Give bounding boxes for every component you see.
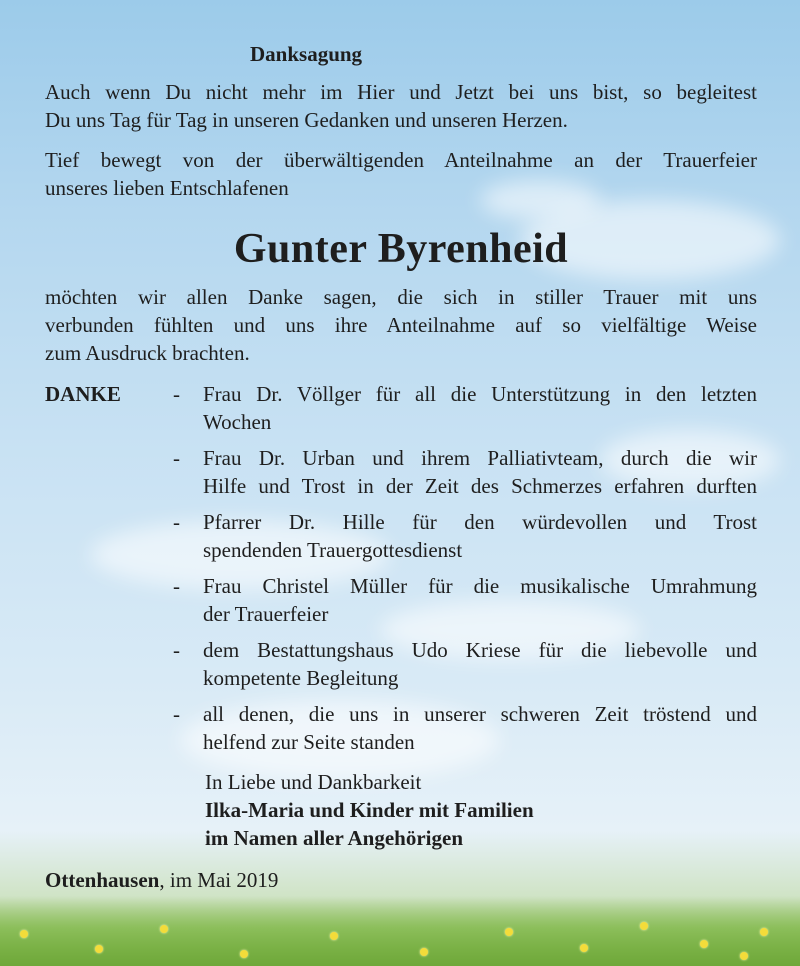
thanks-item-line: Frau Dr. Urban und ihrem Palliativteam, durch die wir — [203, 446, 757, 470]
thanks-item-text — [203, 636, 757, 692]
notice-heading: Danksagung — [250, 42, 363, 66]
thanks-line: verbunden fühlten und uns ihre Anteilnahme auf so vielfältige Weise — [45, 313, 757, 337]
thanks-item-line: Frau Christel Müller für die musikalische Umrahmung — [203, 574, 757, 598]
thanks-item-line: dem Bestattungshaus Udo Kriese für die liebevolle und — [203, 638, 757, 662]
place-date — [45, 866, 278, 894]
thanks-item-text — [203, 508, 757, 564]
flower-decoration — [240, 950, 248, 958]
deceased-name: Gunter Byrenheid — [233, 226, 569, 272]
thanks-item-text — [203, 700, 757, 756]
thanks-item-line: Frau Dr. Völlger für all die Unterstützung in den letzten — [203, 382, 757, 406]
flower-decoration — [700, 940, 708, 948]
signature-line: In Liebe und Dankbarkeit — [205, 770, 422, 794]
thanks-line: möchten wir allen Danke sagen, die sich in stiller Trauer mit uns — [45, 285, 757, 309]
place-name: Ottenhausen — [45, 868, 160, 892]
flower-decoration — [420, 948, 428, 956]
signature-block — [205, 768, 534, 852]
flower-decoration — [20, 930, 28, 938]
flower-decoration — [505, 928, 513, 936]
thanks-item-line: der Trauerfeier — [203, 602, 329, 626]
intro-line: Auch wenn Du nicht mehr im Hier und Jetzt bei uns bist, so begleitest — [45, 80, 757, 104]
signature-names: im Namen aller Angehörigen — [205, 826, 464, 850]
thanks-item-text — [203, 444, 757, 500]
flower-decoration — [580, 944, 588, 952]
flower-decoration — [640, 922, 648, 930]
flower-decoration — [740, 952, 748, 960]
date-text: , im Mai 2019 — [159, 868, 279, 892]
signature-names: Ilka-Maria und Kinder mit Familien — [205, 798, 534, 822]
thanks-item-text — [203, 572, 757, 628]
flower-decoration — [160, 925, 168, 933]
danke-label: DANKE — [45, 382, 121, 406]
thanks-item-line: all denen, die uns in unserer schweren Zeit tröstend und — [203, 702, 757, 726]
thanks-paragraph — [45, 283, 757, 367]
flower-decoration — [760, 928, 768, 936]
dash-marker: - — [173, 638, 180, 662]
grief-line: unseres lieben Entschlafenen — [45, 176, 289, 200]
dash-marker: - — [173, 382, 180, 406]
thanks-line: zum Ausdruck brachten. — [45, 341, 250, 365]
thanks-item-line: kompetente Begleitung — [203, 666, 399, 690]
thanks-item-line: spendenden Trauergottesdienst — [203, 538, 463, 562]
dash-marker: - — [173, 510, 180, 534]
thanks-item-line: Pfarrer Dr. Hille für den würdevollen und Trost — [203, 510, 757, 534]
grief-paragraph — [45, 146, 757, 202]
dash-marker: - — [173, 702, 180, 726]
intro-paragraph — [45, 78, 757, 134]
dash-marker: - — [173, 574, 180, 598]
thanks-item-text — [203, 380, 757, 436]
intro-line: Du uns Tag für Tag in unseren Gedanken und unseren Herzen. — [45, 108, 568, 132]
meadow-decoration — [0, 896, 800, 966]
flower-decoration — [330, 932, 338, 940]
dash-marker: - — [173, 446, 180, 470]
thanks-item-line: helfend zur Seite standen — [203, 730, 415, 754]
flower-decoration — [95, 945, 103, 953]
thanks-item-line: Hilfe und Trost in der Zeit des Schmerzes erfahren durften — [203, 474, 757, 498]
thanks-item-line: Wochen — [203, 410, 272, 434]
grief-line: Tief bewegt von der überwältigenden Anteilnahme an der Trauerfeier — [45, 148, 757, 172]
